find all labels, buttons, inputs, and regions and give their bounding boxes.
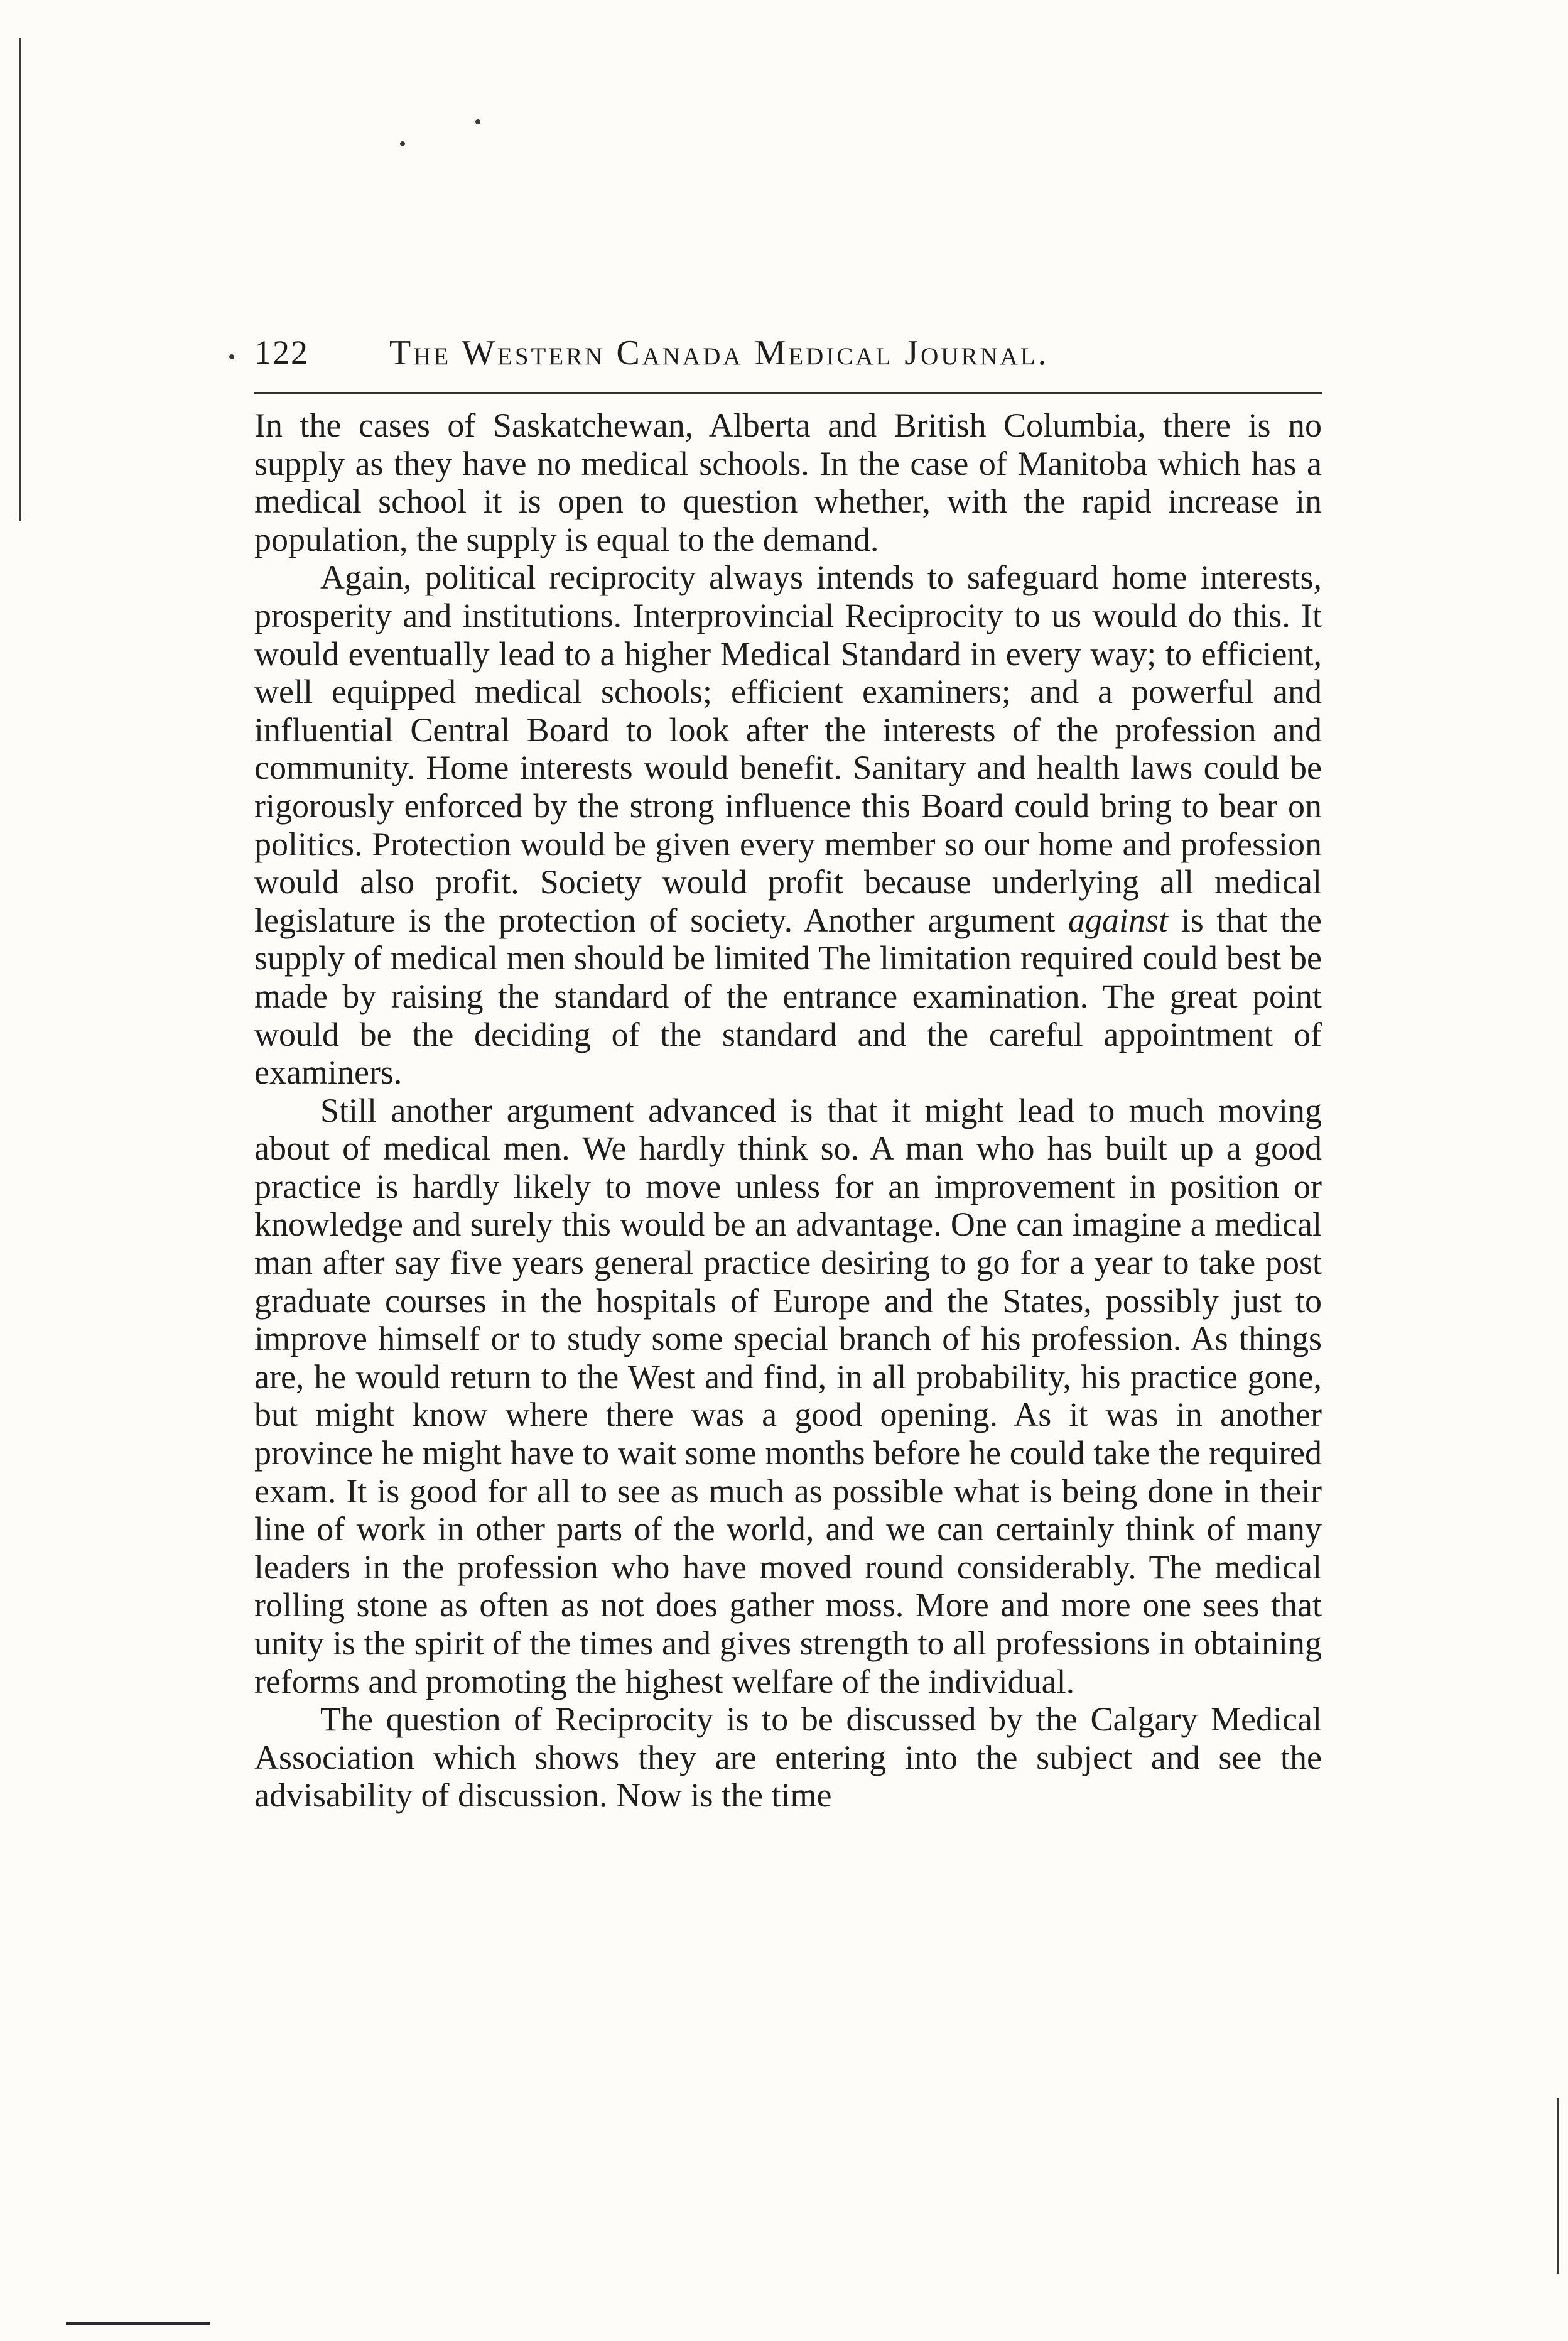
journal-title: The Western Canada Medical Journal. [389,334,1049,372]
paragraph-text: In the cases of Saskatchewan, Alberta and British Columbia, there is no supply as they have no medical schools. In the case of Manitoba which has a medical school it is open to question whether, with the rapid increase in population, the supply is equal to the demand. [254,406,1322,558]
scan-edge-mark-left [19,38,21,521]
paragraph-calgary-association [254,1700,1322,1815]
page-number: 122 [254,334,309,371]
paragraph-medical-supply [254,406,1322,558]
journal-page [254,333,1322,1815]
scan-speck [400,141,405,146]
paragraph-text: is that the supply of medical men should be limited The limitation required could best be made by raising the standard of the entrance examination. The great point would be the deciding of the standard and the careful appointment of examiners. [254,901,1322,1092]
scan-speck [475,119,480,124]
paragraph-text: Again, political reciprocity always intends to safeguard home interests, prosperity and institutions. Interprovincial Reciprocity to us would do this. It would eventually lead to a higher Medical Standard in every way; to efficient, well equipped medical schools; efficient examiners; and a powerful and influential Central Board to look after the interests of the profession and community. Home interests would benefit. Sanitary and health laws could be rigorously enforced by the strong influence this Board could bring to bear on politics. Protection would be given every member so our home and profession would also profit. Society would profit because underlying all medical legislature is the protection of society. Another argument [254,558,1322,939]
scan-speck [229,354,234,359]
article-body [254,406,1322,1815]
italic-emphasis: against [1068,901,1169,939]
running-head [254,333,1322,383]
paragraph-text: The question of Reciprocity is to be discussed by the Calgary Medical Association which shows they are entering into the subject and see the advisability of discussion. Now is the time [254,1700,1322,1815]
paragraph-political-reciprocity [254,558,1322,1091]
scan-bottom-mark [66,2322,210,2325]
paragraph-moving-about [254,1092,1322,1701]
scan-edge-mark-right [1557,2098,1559,2274]
paragraph-text: Still another argument advanced is that it might lead to much moving about of medical men. We hardly think so. A man who has built up a good practice is hardly likely to move unless for an improvement in position or knowledge and surely this would be an advantage. One can imagine a medical man after say five years general practice desiring to go for a year to take post graduate courses in the hospitals of Europe and the States, possibly just to improve himself or to study some special branch of his profession. As things are, he would return to the West and find, in all probability, his practice gone, but might know where there was a good opening. As it was in another province he might have to wait some months before he could take the required exam. It is good for all to see as much as possible what is being done in their line of work in other parts of the world, and we can certainly think of many leaders in the profession who have moved round considerably. The medical rolling stone as often as not does gather moss. More and more one sees that unity is the spirit of the times and gives strength to all professions in obtaining reforms and promoting the highest welfare of the individual. [254,1091,1322,1700]
header-rule [254,392,1322,394]
